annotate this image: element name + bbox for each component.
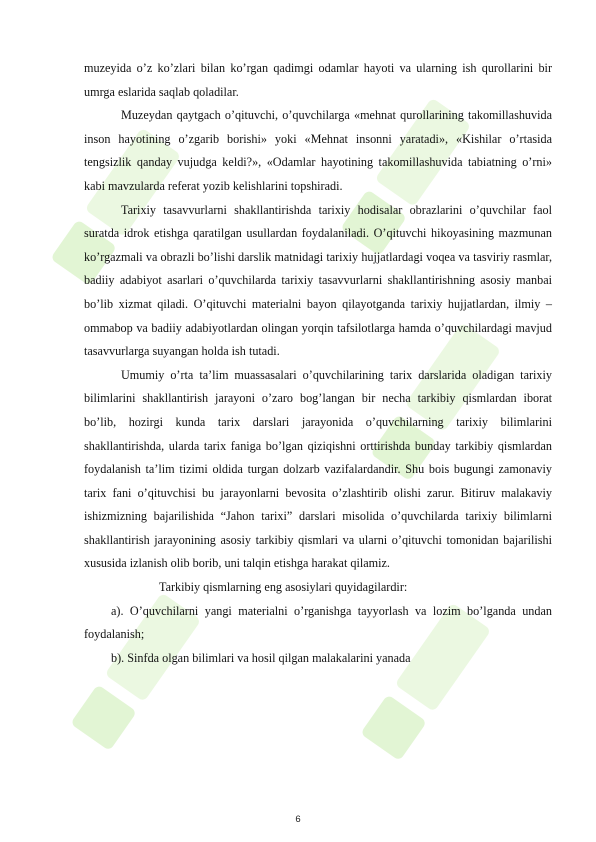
list-item-b: b). Sinfda olgan bilimlari va hosil qilgan malakalarini yanada [111, 650, 411, 665]
page-number: 6 [295, 814, 301, 825]
paragraph-knowledge-formation: Umumiy o’rta ta’lim muassasalari o’quvchilarining tarix darslarida oladigan tarixiy bilimlarini shakllantirish jarayoni o’zaro bog’langan bir necha tarkibiy qismlardan iborat bo’lib, hozirgi kunda tarix darslari jarayonida o’quvchilarning tarixiy bilimlarini shakllantirishda, ularda tarix faniga bo’lgan qiziqishni orttirishda bunday tarkibiy qismlardan foydalanish ta’lim tizimi oldida turgan dolzarb vazifalardandir. Shu bois bugungi zamonaviy tarix fani o’qituvchisi bu jarayonlarni bevosita o’zlashtirib olishi zarur. Bitiruv malakaviy ishizmizning bajarilishida “Jahon tarixi” darslari misolida o’quvchilarda tarixiy bilimlarni shakllantirish jarayonining asosiy tarkibiy qismlari va ularni o’qituvchi tomonidan bajarilishi xususida izlanish olib borib, uni talqin etishga harakat qilamiz. [84, 367, 552, 571]
paragraph-museum-assignment: Muzeydan qaytgach o’qituvchi, o’quvchilarga «mehnat qurollarining takomillashuvida inson hayotining o’zgarib borishi» yoki «Mehnat insonni yaratadi», «Kishilar o’rtasida tengsizlik qanday vujudga keldi?», «Odamlar hayotining takomillashuvida tabiatning o’rni» kabi mavzularda referat yozib kelishlarini topshiradi. [84, 108, 552, 193]
list-item-a: a). O’quvchilarni yangi materialni o’rganishga tayyorlash va lozim bo’lganda undan foydalanish; [84, 603, 552, 642]
paragraph-historical-imagery: Tarixiy tasavvurlarni shakllantirishda tarixiy hodisalar obrazlarini o’quvchilar faol suratda idrok etishga qaratilgan usullardan foydalaniladi. O’qituvchi hikoyasining mazmunan ko’rgazmali va obrazli bo’lishi darslik matnidagi tarixiy hujjatlardagi voqea va tasviriy rasmlar, badiiy adabiyot asarlari o’quvchilarda tarixiy tasavvurlarni shakllantirishning asosiy manbai bo’lib xizmat qiladi. O’qituvchi materialni bayon qilayotganda tarixiy hujjatlardan, ilmiy – ommabop va badiiy adabiyotlardan olingan yorqin tafsilotlarga hamda o’quvchilardagi mavjud tasavvurlarga suyangan holda ish tutadi. [84, 202, 552, 359]
paragraph-continuation: muzeyida o’z ko’zlari bilan ko’rgan qadimgi odamlar hayoti va ularning ish qurollarini bir umrga eslarida saqlab qoladilar. [84, 61, 552, 99]
document-body [84, 57, 552, 670]
list-intro: Tarkibiy qismlarning eng asosiylari quyidagilardir: [159, 580, 408, 595]
